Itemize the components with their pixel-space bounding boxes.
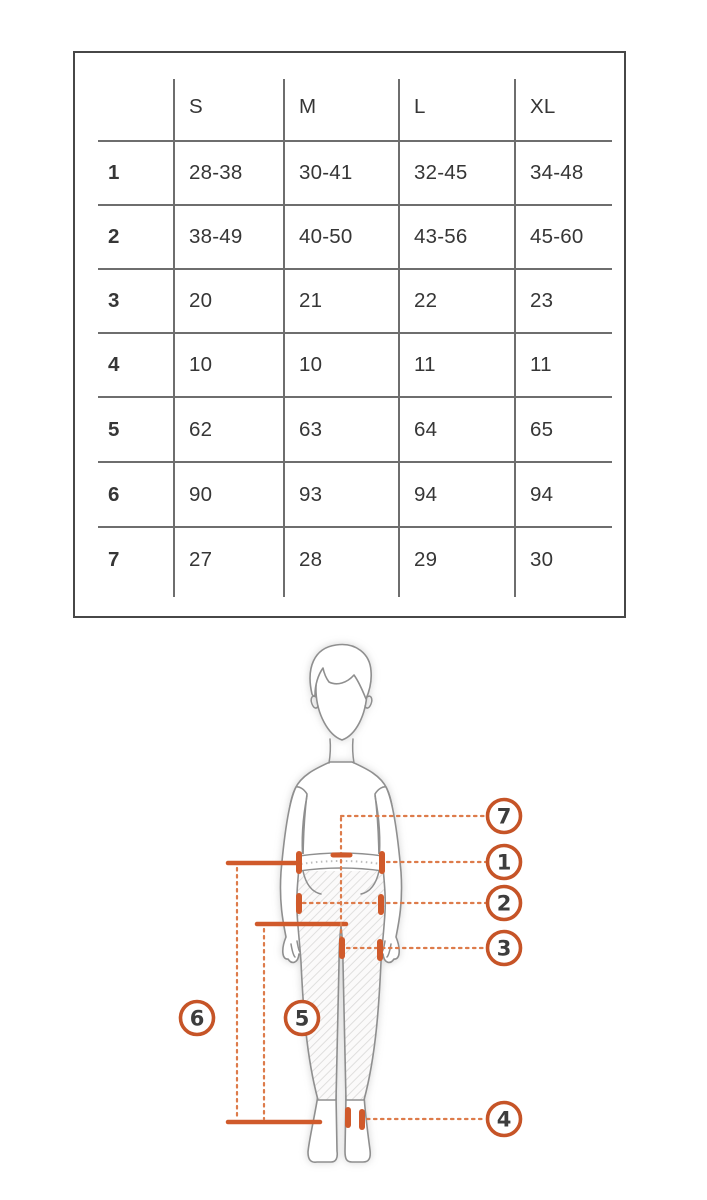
badge-number: 2 [496, 891, 512, 916]
table-cell: 40-50 [299, 225, 353, 248]
table-cell: 38-49 [189, 225, 243, 248]
table-cell: 27 [189, 547, 213, 571]
row-label-1: 1 [108, 161, 120, 184]
column-header-l: L [414, 95, 426, 118]
table-cell: 11 [414, 353, 436, 376]
left-foot-outline [308, 1095, 337, 1162]
badge-number: 5 [294, 1006, 310, 1031]
table-gridline-vertical [398, 79, 400, 597]
table-gridline-horizontal [98, 268, 612, 270]
badge-number: 7 [496, 804, 512, 829]
measurement-diagram [0, 630, 707, 1200]
column-header-s: S [189, 95, 203, 118]
table-gridline-vertical [283, 79, 285, 597]
row-label-6: 6 [108, 482, 120, 506]
table-cell: 30 [530, 547, 554, 571]
neck-lines [329, 739, 354, 763]
badge-number: 1 [496, 850, 512, 875]
badge-number: 3 [496, 936, 512, 961]
table-cell: 10 [189, 353, 213, 376]
table-gridline-horizontal [98, 140, 612, 142]
row-label-4: 4 [108, 353, 120, 376]
table-gridline-horizontal [98, 526, 612, 528]
table-gridline-horizontal [98, 396, 612, 398]
badge-number: 4 [496, 1107, 512, 1132]
table-gridline-vertical [514, 79, 516, 597]
measurement-badge-3 [488, 932, 521, 965]
pants-hatched [294, 856, 386, 1100]
table-corner-cell [75, 53, 174, 141]
row-label-7: 7 [108, 547, 120, 571]
table-cell: 62 [189, 417, 213, 441]
size-table [73, 51, 626, 618]
table-cell: 30-41 [299, 161, 353, 184]
table-gridline-vertical [173, 79, 175, 597]
measurement-badge-4 [488, 1103, 521, 1136]
table-cell: 22 [414, 289, 438, 312]
column-header-xl: XL [530, 95, 556, 118]
table-cell: 65 [530, 417, 554, 441]
size-table-grid [75, 53, 624, 616]
table-cell: 93 [299, 482, 323, 506]
table-cell: 94 [530, 482, 554, 506]
table-cell: 10 [299, 353, 323, 376]
measurement-badge-2 [488, 887, 521, 920]
table-gridline-horizontal [98, 332, 612, 334]
table-cell: 28 [299, 547, 323, 571]
table-cell: 45-60 [530, 225, 584, 248]
measurement-badge-1 [488, 846, 521, 879]
column-header-m: M [299, 95, 317, 118]
right-foot-outline [345, 1095, 370, 1162]
table-cell: 94 [414, 482, 438, 506]
measurement-badge-7 [488, 800, 521, 833]
table-cell: 90 [189, 482, 213, 506]
table-cell: 43-56 [414, 225, 468, 248]
row-label-5: 5 [108, 417, 120, 441]
table-cell: 23 [530, 289, 554, 312]
table-cell: 32-45 [414, 161, 468, 184]
table-cell: 29 [414, 547, 438, 571]
table-gridline-horizontal [98, 461, 612, 463]
table-cell: 34-48 [530, 161, 584, 184]
badge-number: 6 [189, 1006, 205, 1031]
table-gridline-horizontal [98, 204, 612, 206]
table-cell: 64 [414, 417, 438, 441]
table-cell: 63 [299, 417, 323, 441]
table-cell: 28-38 [189, 161, 243, 184]
table-cell: 21 [299, 289, 323, 312]
row-label-2: 2 [108, 225, 120, 248]
measurement-badge-6 [181, 1002, 214, 1035]
table-cell: 20 [189, 289, 213, 312]
table-cell: 11 [530, 353, 552, 376]
row-label-3: 3 [108, 289, 120, 312]
measurement-badge-5 [286, 1002, 319, 1035]
